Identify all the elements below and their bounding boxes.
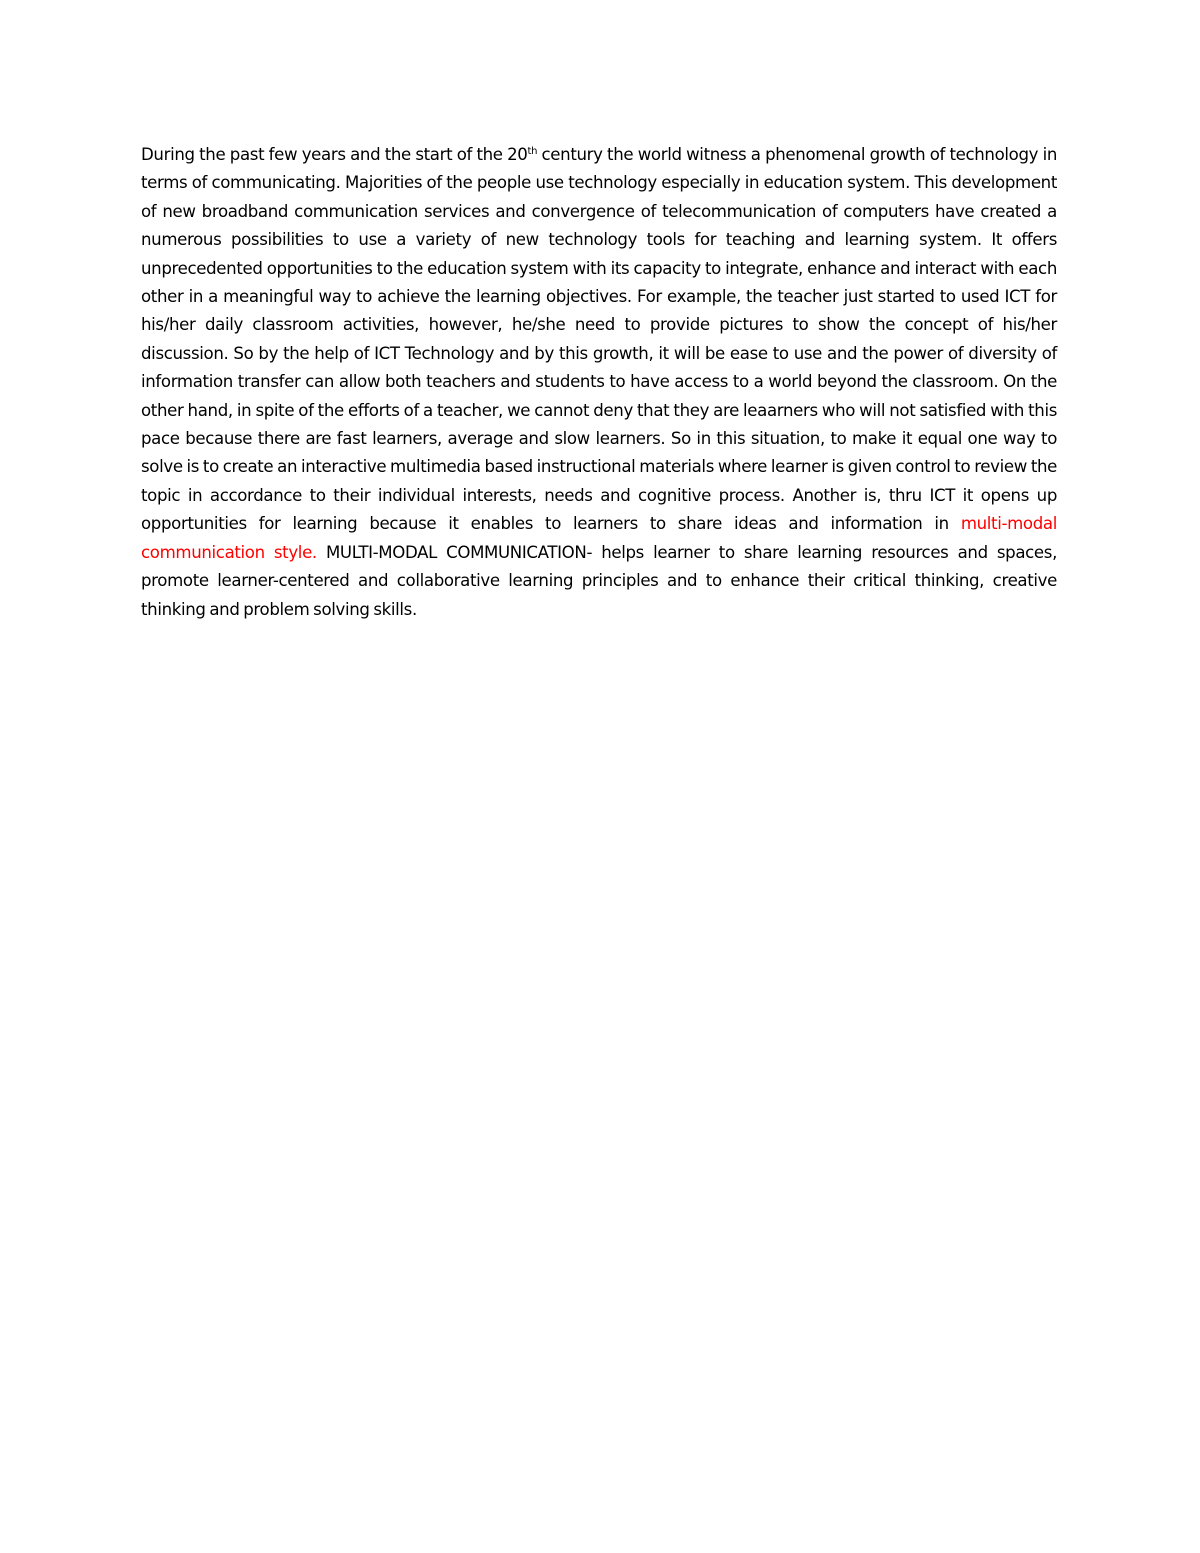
paragraph-text-part1: During the past few years and the start of the 20 — [141, 145, 528, 164]
body-paragraph — [141, 141, 1057, 624]
ordinal-superscript: th — [527, 146, 538, 157]
paragraph-text-part3: MULTI-MODAL COMMUNICATION- helps learner to share learning resources and spaces, promote learner-centered and collaborative learning principles and to enhance their critical thinking, creative thinking and problem solving skills. — [141, 542, 1058, 619]
highlighted-phrase: multi-modal communication style. — [141, 514, 1057, 562]
paragraph-text-part2: century the world witness a phenomenal growth of technology in terms of communicating. Majorities of the people use technology especially in education system. This development of new broadband communication services and convergence of telecommunication of computers have created a numerous possibilities to use a variety of new technology tools for teaching and learning system. It offers unprecedented opportunities to the education system with its capacity to integrate, enhance and interact with each other in a meaningful way to achieve the learning objectives. For example, the teacher just started to used ICT for his/her daily classroom activities, however, he/she need to provide pictures to show the concept of his/her discussion. So by the help of ICT Technology and by this growth, it will be ease to use and the power of diversity of information transfer can allow both teachers and students to have access to a world beyond the classroom. On the other hand, in spite of the efforts of a teacher, we cannot deny that they are leaarners who will not satisfied with this pace because there are fast learners, average and slow learners. So in this situation, to make it equal one way to solve is to create an interactive multimedia based instructional materials where learner is given control to review the topic in accordance to their individual interests, needs and cognitive process. Another is, thru ICT it opens up opportunities for learning because it enables to learners to share ideas and information in — [141, 145, 1057, 534]
